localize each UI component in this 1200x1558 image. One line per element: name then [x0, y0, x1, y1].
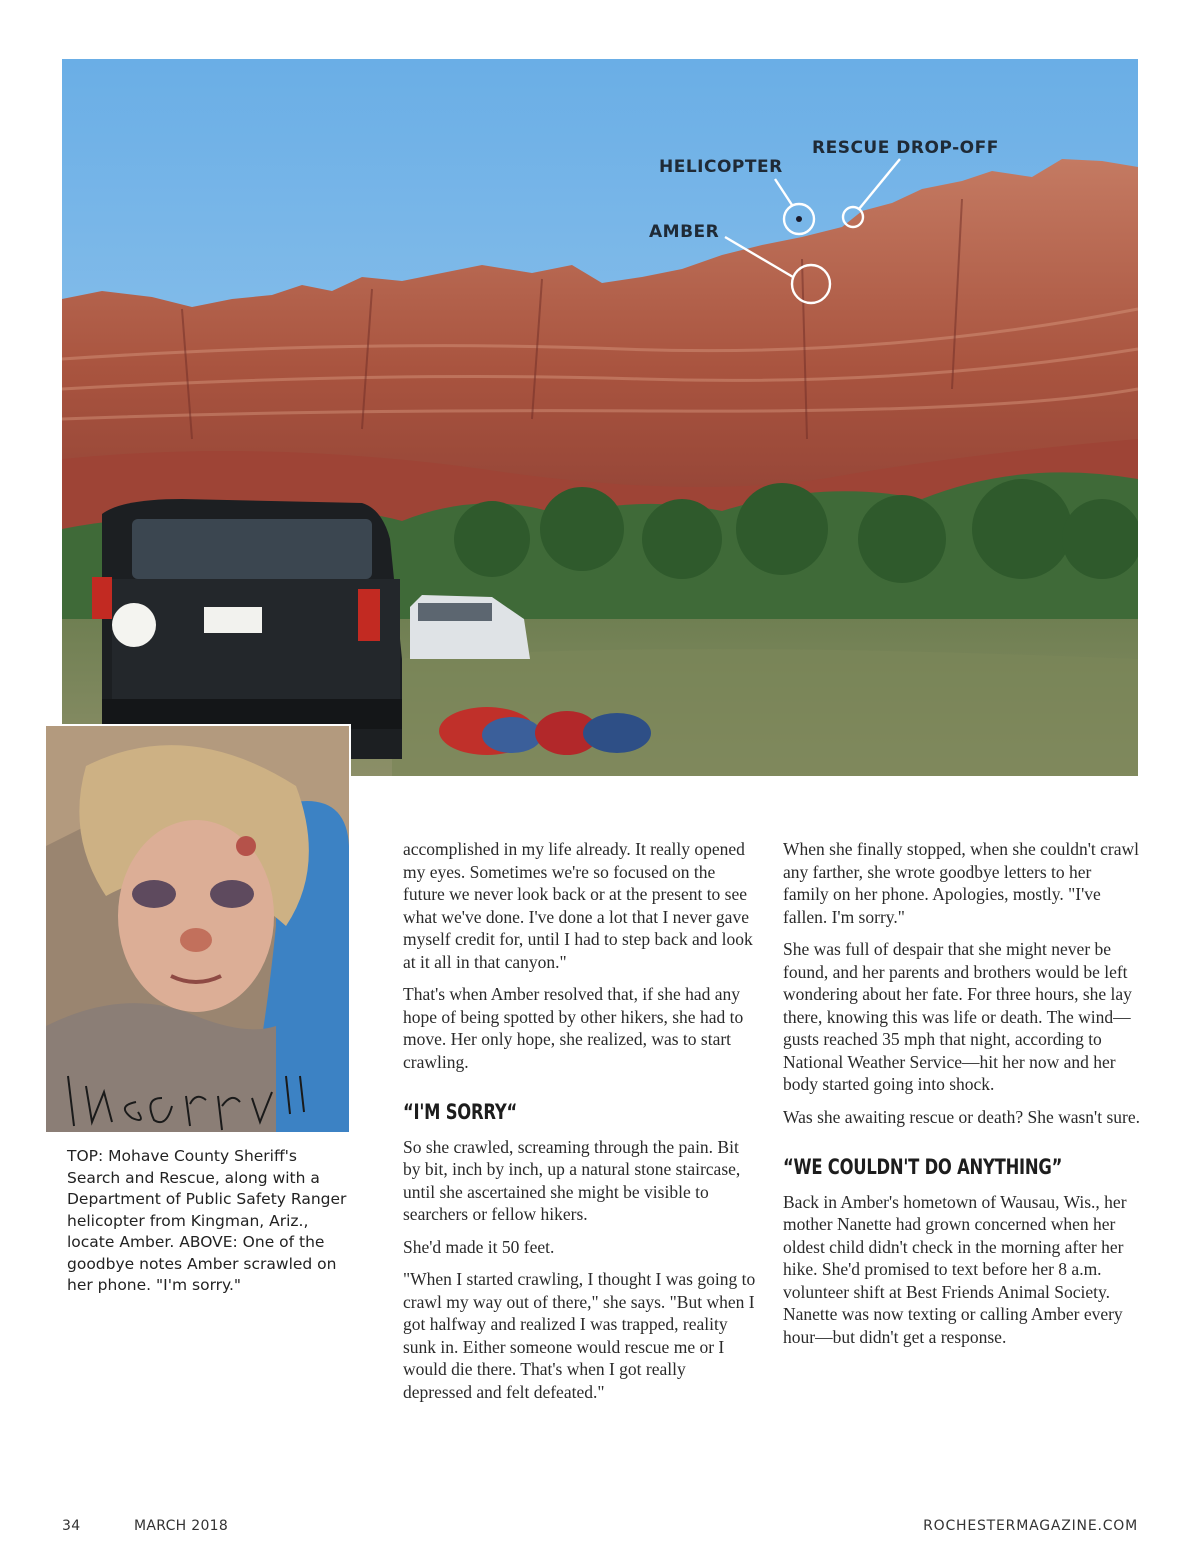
- photo-caption: TOP: Mohave County Sheriff's Search and Rescue, along with a Department of Public Safety Ranger helicopter from Kingman, Ariz., locate Amber. ABOVE: One of the goodbye notes Amber scrawled on her phone. "I'm sorry.": [67, 1147, 347, 1294]
- site-url[interactable]: ROCHESTERMAGAZINE.COM: [923, 1518, 1138, 1534]
- issue-date: MARCH 2018: [134, 1518, 229, 1534]
- section-subhead: “WE COULDN'T DO ANYTHING”: [783, 1155, 1063, 1179]
- article-column-middle: [403, 838, 759, 1413]
- paragraph: That's when Amber resolved that, if she had any hope of being spotted by other hikers, she had to move. Her only hope, she realized, was to start crawling.: [403, 984, 744, 1072]
- section-subhead: “I'M SORRY“: [403, 1100, 517, 1124]
- callout-amber: AMBER: [649, 222, 720, 242]
- phone-note-illustration: [46, 726, 349, 1132]
- page-number: 34: [62, 1518, 81, 1534]
- main-photo: [62, 59, 1138, 776]
- paragraph: Was she awaiting rescue or death? She wasn't sure.: [783, 1106, 1140, 1127]
- paragraph: When she finally stopped, when she couldn't crawl any farther, she wrote goodbye letters to her family on her phone. Apologies, mostly. "I've fallen. I'm sorry.": [783, 839, 1139, 927]
- paragraph: "When I started crawling, I thought I was going to crawl my way out of there," she says. "But when I got halfway and realized I was trapped, reality sunk in. Either someone would rescue me or I would die there. That's when I got really depressed and felt defeated.": [403, 1269, 756, 1402]
- article-column-right: [783, 838, 1141, 1358]
- callout-helicopter: HELICOPTER: [659, 157, 783, 177]
- paragraph: She'd made it 50 feet.: [403, 1236, 555, 1257]
- callout-rescue-dropoff: RESCUE DROP-OFF: [812, 138, 999, 158]
- paragraph: accomplished in my life already. It really opened my eyes. Sometimes we're so focused on the future we never look back or at the present to see what we've done. I've done a lot that I never gave myself credit for, until I had to step back and look at it all in that canyon.": [403, 839, 753, 972]
- canyon-scene-illustration: [62, 59, 1138, 776]
- paragraph: She was full of despair that she might never be found, and her parents and brothers would be left wondering about her fate. For three hours, she lay there, knowing this was life or death. The wind—gusts reached 35 mph that night, according to National Weather Service—hit her now and her body started going into shock.: [783, 939, 1132, 1094]
- sheriff-suv: [92, 499, 402, 759]
- inset-photo: [44, 724, 351, 1134]
- paragraph: Back in Amber's hometown of Wausau, Wis., her mother Nanette had grown concerned when her oldest child didn't check in the morning after her hike. She'd promised to text before her 8 a.m. volunteer shift at Best Friends Animal Society. Nanette was now texting or calling Amber every hour—but didn't get a response.: [783, 1191, 1127, 1347]
- paragraph: So she crawled, screaming through the pain. Bit by bit, inch by inch, up a natural stone staircase, until she ascertained she might be visible to searchers or fellow hikers.: [403, 1136, 741, 1224]
